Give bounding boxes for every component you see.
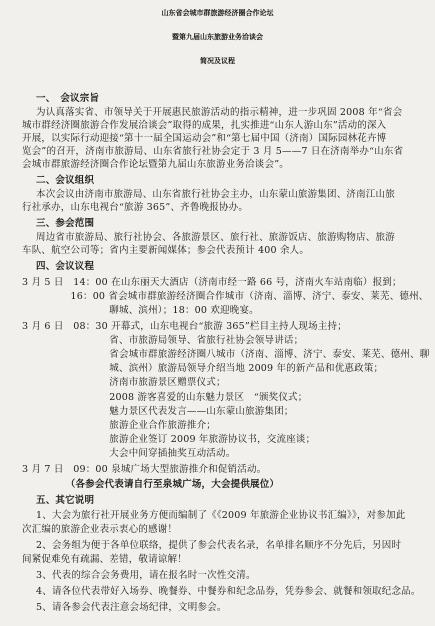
- agenda-line: 3 月 5 日 14：00 在山东丽天大酒店（济南市经一路 66 号，济南火车站南临）报到；: [22, 277, 402, 288]
- section-heading-purpose: 一、 会议宗旨: [36, 93, 100, 104]
- document-title-line1: 山东省会城市群旅游经济圈合作论坛: [161, 9, 274, 17]
- agenda-line: 16：00 省会城市群旅游经济圈合作城市（济南、淄博、济宁、泰安、莱芜、德州、: [22, 291, 429, 302]
- note-line: 5、请各参会代表注意会场纪律，文明参会。: [36, 602, 227, 613]
- note-line: 1、大会为旅行社开展业务方便而编制了《《2009 年旅游企业协议书汇编》》，对参加此: [36, 510, 406, 521]
- note-line: 4、请各位代表带好入场券、晚餐券、中餐券和纪念品券，凭券参会、就餐和领取纪念品。: [36, 586, 421, 597]
- text-line: 本次会议由济南市旅游局、山东省旅行社协会主办，山东蒙山旅游集团、济南江山旅: [36, 189, 395, 200]
- agenda-line: 济南市旅游景区赠票仪式；: [22, 377, 226, 388]
- note-line: 间紧促难免有疏漏、差错，敬请谅解！: [22, 554, 187, 565]
- section-heading-agenda: 四、会议议程: [36, 261, 95, 272]
- agenda-line: 省、市旅游局领导、省旅行社协会领导讲话；: [22, 335, 304, 346]
- agenda-line: 省会城市群旅游经济圈八城市（济南、淄博、济宁、泰安、莱芜、德州、聊: [22, 349, 430, 360]
- text-line: 行社承办，山东电视台“旅游 365”、齐鲁晚报协办。: [22, 202, 249, 213]
- agenda-line: 3 月 7 日 09：00 泉城广场大型旅游推介和促销活动。: [22, 464, 267, 475]
- note-line: 2、会务组为便于各单位联络，提供了参会代表名录，名单排名顺序不分先后，另因时: [36, 540, 402, 551]
- document-title-line3: 简况及议程: [200, 57, 235, 65]
- agenda-line: 3 月 6 日 08：30 开幕式，山东电视台“旅游 365”栏目主持人现场主持；: [22, 321, 347, 332]
- text-line: 开展，以实际行动迎接“第十一届全国运动会”和“第七届中国（济南）国际园林花卉博: [22, 133, 387, 144]
- text-line: 览会”的召开，济南市旅游局、山东省旅行社协会定于 3 月 5——7 日在济南举办“山东省: [22, 146, 404, 157]
- section-heading-organization: 二、会议组织: [36, 175, 95, 186]
- document-title-line2: 暨第九届山东旅游业务洽谈会: [172, 33, 263, 41]
- section-heading-scope: 三、参会范围: [36, 218, 95, 229]
- note-line: 3、代表的综合会务费用，请在报名时一次性交清。: [36, 570, 256, 581]
- agenda-line: 聊城、滨州）；18：00 欢迎晚宴。: [22, 305, 259, 316]
- text-line: 城市群经济圈旅游合作发展洽谈会”取得的成果，扎实推进“山东人游山东”活动的深入: [22, 120, 387, 131]
- agenda-line: 魅力景区代表发言——山东蒙山旅游集团；: [22, 406, 294, 417]
- agenda-line: 城、滨州）旅游局领导介绍当地 2009 年的新产品和优惠政策；: [22, 363, 384, 374]
- text-line: 会城市群旅游经济圈合作论坛暨第九届山东旅游业务洽谈会”。: [22, 159, 289, 170]
- text-line: 车队、航空公司等；省内主要新闻媒体；参会代表预计 400 余人。: [22, 245, 310, 256]
- agenda-line: 大会中间穿插抽奖互动活动。: [22, 448, 236, 459]
- agenda-line: 2008 游客喜爱的山东魅力景区 “颁奖仪式；: [22, 392, 308, 403]
- agenda-line: 旅游企业合作旅游推介；: [22, 420, 217, 431]
- text-line: 为认真落实省、市领导关于开展惠民旅游活动的指示精神，进一步巩固 2008 年“省会: [36, 107, 403, 118]
- note-line: 次汇编的旅游企业表示衷心的感谢！: [22, 524, 178, 535]
- section-heading-notes: 五、其它说明: [36, 495, 95, 506]
- agenda-line: 旅游企业签订 2009 年旅游协议书，交流座谈；: [22, 434, 316, 445]
- text-line: 周边省市旅游局、旅行社协会、各旅游景区、旅行社、旅游饭店、旅游购物店、旅游: [36, 232, 395, 243]
- agenda-note: （各参会代表请自行至泉城广场，大会提供展位）: [22, 479, 280, 490]
